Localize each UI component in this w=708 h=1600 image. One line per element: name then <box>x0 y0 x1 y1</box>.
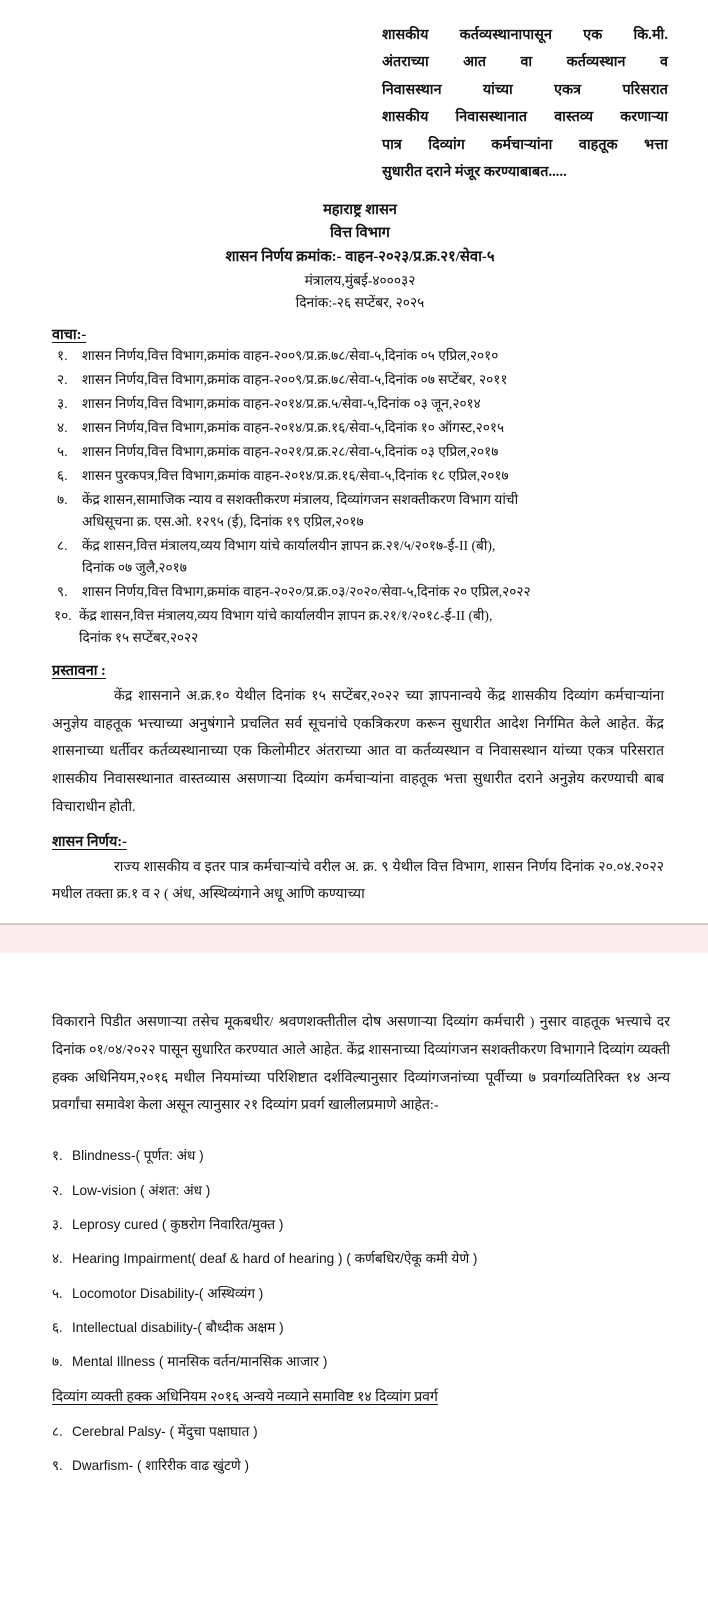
subject-line: निवासस्थान यांच्या एकत्र परिसरात <box>382 81 668 98</box>
category-text: Locomotor Disability-( अस्थिव्यंग ) <box>72 1285 264 1301</box>
category-number: २. <box>52 1182 63 1198</box>
category-text: Cerebral Palsy- ( मेंदुचा पक्षाघात ) <box>72 1423 258 1439</box>
decision-section <box>52 822 668 910</box>
category-number: १. <box>52 1148 63 1164</box>
category-number: ७. <box>52 1354 63 1370</box>
document-date: दिनांक:-२६ सप्टेंबर, २०२५ <box>295 295 425 311</box>
category-number: ३. <box>52 1216 63 1232</box>
reference-item <box>52 417 668 439</box>
category-item <box>52 1318 670 1338</box>
category-number: ५. <box>52 1285 63 1301</box>
category-text: Leprosy cured ( कुष्ठरोग निवारित/मुक्त ) <box>72 1216 284 1232</box>
reference-item <box>52 345 668 367</box>
category-number: ८. <box>52 1423 63 1439</box>
reference-text: शासन निर्णय,वित्त विभाग,क्रमांक वाहन-२०१४/प्र.क्र.१६/सेवा-५,दिनांक १० ऑगस्ट,२०१५ <box>82 419 505 435</box>
order-number: शासन निर्णय क्रमांक:- वाहन-२०२३/प्र.क्र.२१/सेवा-५ <box>225 248 495 265</box>
preamble-body: केंद्र शासनाने अ.क्र.१० येथील दिनांक १५ सप्टेंबर,२०२२ च्या ज्ञापनान्वये केंद्र शासकीय दिव्यांग कर्मचाऱ्यांना अनुज्ञेय वाहतूक भत्त्याच्या अनुषंगाने प्रचलित सर्व सूचनांचे एकत्रिकरण करून सुधारीत आदेश निर्गमित केले आहेत. केंद्र शासनाच्या धर्तीवर कर्तव्यस्थानाच्या एक किलोमीटर अंतराच्या आत वा कर्तव्यस्थान व निवासस्थान यांच्या एकत्र परिसरात शासकीय निवासस्थानात वास्तव्यास असणाऱ्या दिव्यांग कर्मचाऱ्यांना वाहतूक भत्ता सुधारीत दराने अनुज्ञेय करण्याची बाब विचाराधीन होती. <box>52 687 664 815</box>
category-number: ६. <box>52 1320 63 1336</box>
category-text: Hearing Impairment( deaf & hard of hearing ) ( कर्णबधिर/ऐकू कमी येणे ) <box>72 1251 478 1267</box>
reference-number: १. <box>57 347 68 363</box>
category-item <box>52 1181 670 1201</box>
reference-item <box>52 393 668 415</box>
subject-line: अंतराच्या आत वा कर्तव्यस्थान व <box>382 54 668 71</box>
category-item <box>52 1146 670 1166</box>
category-item <box>52 1284 670 1304</box>
category-item <box>52 1249 670 1269</box>
page-break-band <box>0 925 708 953</box>
reference-number: १०. <box>54 608 72 624</box>
subject-line: शासकीय निवासस्थानात वास्तव्य करणाऱ्या <box>382 109 668 126</box>
office-address: मंत्रालय,मुंबई-४०००३२ <box>304 272 416 288</box>
disability-categories-list <box>52 1146 670 1477</box>
reference-number: ३. <box>57 395 68 411</box>
subject-line: सुधारीत दराने मंजूर करण्याबाबत..... <box>382 164 567 181</box>
page-break-bottom-spacer <box>0 953 708 1009</box>
category-item <box>52 1422 670 1442</box>
reference-text: शासन निर्णय,वित्त विभाग,क्रमांक वाहन-२०१४/प्र.क्र.५/सेवा-५,दिनांक ०३ जून,२०१४ <box>82 395 481 411</box>
page-break-spacer <box>0 909 708 923</box>
reference-text: शासन निर्णय,वित्त विभाग,क्रमांक वाहन-२०२१/प्र.क्र.२८/सेवा-५,दिनांक ०३ एप्रिल,२०१७ <box>82 444 499 460</box>
reference-text: शासन निर्णय,वित्त विभाग,क्रमांक वाहन-२००९/प्र.क्र.७८/सेवा-५,दिनांक ०७ सप्टेंबर, २०११ <box>82 371 508 387</box>
category-item <box>52 1352 670 1372</box>
category-item <box>52 1215 670 1235</box>
decision-body-page-two: विकाराने पिडीत असणाऱ्या तसेच मूकबधीर/ श्रवणशक्तीतील दोष असणाऱ्या दिव्यांग कर्मचारी ) नुसार वाहतूक भत्त्याचे दर दिनांक ०१/०४/२०२२ पासून सुधारित करण्यात आले आहेत. केंद्र शासनाच्या दिव्यांगजन सशक्तीकरण विभागाने दिव्यांग व्यक्ती हक्क अधिनियम,२०१६ मधील नियमांच्या परिशिष्टात दर्शविल्यानुसार दिव्यांगजनांच्या पूर्वीच्या ७ प्रवर्गाव्यतिरिक्त १४ अन्य प्रवर्गांचा समावेश केला असून त्यानुसार २१ दिव्यांग प्रवर्ग खालीलप्रमाणे आहेत:- <box>52 1014 670 1114</box>
reference-number: ८. <box>57 538 68 554</box>
category-text: Blindness-( पूर्णत: अंध ) <box>72 1148 204 1164</box>
references-list <box>52 345 668 649</box>
references-section <box>52 315 668 649</box>
reference-item <box>52 605 668 648</box>
reference-number: ५. <box>57 444 68 460</box>
reference-text-continuation: दिनांक १५ सप्टेंबर,२०२२ <box>79 629 199 645</box>
reference-item <box>52 581 668 603</box>
reference-text <box>82 489 668 532</box>
preamble-heading: प्रस्तावना : <box>52 662 106 679</box>
reference-item <box>52 369 668 391</box>
reference-text-line: केंद्र शासन,वित्त मंत्रालय,व्यय विभाग यांचे कार्यालयीन ज्ञापन क्र.२१/१/२०१८-ई-II (बी), <box>79 608 493 624</box>
reference-text: शासन पुरकपत्र,वित्त विभाग,क्रमांक वाहन-२०१४/प्र.क्र.१६/सेवा-५,दिनांक १८ एप्रिल,२०१७ <box>82 468 509 484</box>
category-item <box>52 1456 670 1476</box>
reference-text-continuation: अधिसूचना क्र. एस.ओ. १२९५ (ई), दिनांक १९ एप्रिल,२०१७ <box>82 514 364 530</box>
preamble-section <box>52 651 668 822</box>
references-heading: वाचा:- <box>52 326 87 343</box>
decision-body-page-one: राज्य शासकीय व इतर पात्र कर्मचाऱ्यांचे वरील अ. क्र. ९ येथील वित्त विभाग, शासन निर्णय दिनांक २०.०४.२०२२ मधील तक्ता क्र.१ व २ ( अंध, अस्थिव्यंगाने अधू आणि कण्याच्या <box>52 858 664 903</box>
reference-text-line: केंद्र शासन,सामाजिक न्याय व सशक्तीकरण मंत्रालय, दिव्यांगजन सशक्तीकरण विभाग यांची <box>82 492 519 508</box>
reference-item <box>52 535 668 578</box>
reference-item <box>52 489 668 532</box>
category-text: Low-vision ( अंशत: अंध ) <box>72 1182 211 1198</box>
reference-number: ६. <box>57 468 68 484</box>
subject-header <box>382 0 668 187</box>
category-text: Mental Illness ( मानसिक वर्तन/मानसिक आजार ) <box>72 1354 328 1370</box>
category-number: ९. <box>52 1458 63 1474</box>
category-number: ४. <box>52 1251 63 1267</box>
subject-line: शासकीय कर्तव्यस्थानापासून एक कि.मी. <box>382 27 668 43</box>
reference-item <box>52 441 668 463</box>
reference-number: ७. <box>57 492 68 508</box>
reference-number: २. <box>57 371 68 387</box>
government-name: महाराष्ट्र शासन <box>323 201 397 218</box>
reference-number: ९. <box>57 583 68 599</box>
reference-text-continuation: दिनांक ०७ जुलै,२०१७ <box>82 559 187 575</box>
decision-heading: शासन निर्णय:- <box>52 833 127 850</box>
reference-text: शासन निर्णय,वित्त विभाग,क्रमांक वाहन-२००९/प्र.क्र.७८/सेवा-५,दिनांक ०५ एप्रिल,२०१० <box>82 347 499 363</box>
new-categories-heading-row <box>52 1387 670 1408</box>
new-categories-heading: दिव्यांग व्यक्ती हक्क अधिनियम २०१६ अन्वये नव्याने समाविष्ट १४ दिव्यांग प्रवर्ग <box>52 1389 438 1405</box>
reference-item <box>52 465 668 487</box>
department-name: वित्त विभाग <box>330 225 390 242</box>
reference-number: ४. <box>57 419 68 435</box>
document-title-block <box>52 199 668 315</box>
page-two-content <box>0 1009 708 1521</box>
reference-text <box>79 605 668 648</box>
category-text: Intellectual disability-( बौध्दीक अक्षम ) <box>72 1320 284 1336</box>
category-text: Dwarfism- ( शारिरीक वाढ खुंटणे ) <box>72 1458 249 1474</box>
reference-text-line: केंद्र शासन,वित्त मंत्रालय,व्यय विभाग यांचे कार्यालयीन ज्ञापन क्र.२१/५/२०१७-ई-II (बी), <box>82 538 496 554</box>
reference-text: शासन निर्णय,वित्त विभाग,क्रमांक वाहन-२०२०/प्र.क्र.०३/२०२०/सेवा-५,दिनांक २० एप्रिल,२०२२ <box>82 583 531 599</box>
reference-text <box>82 535 668 578</box>
subject-line: पात्र दिव्यांग कर्मचाऱ्यांना वाहतूक भत्ता <box>382 136 668 153</box>
